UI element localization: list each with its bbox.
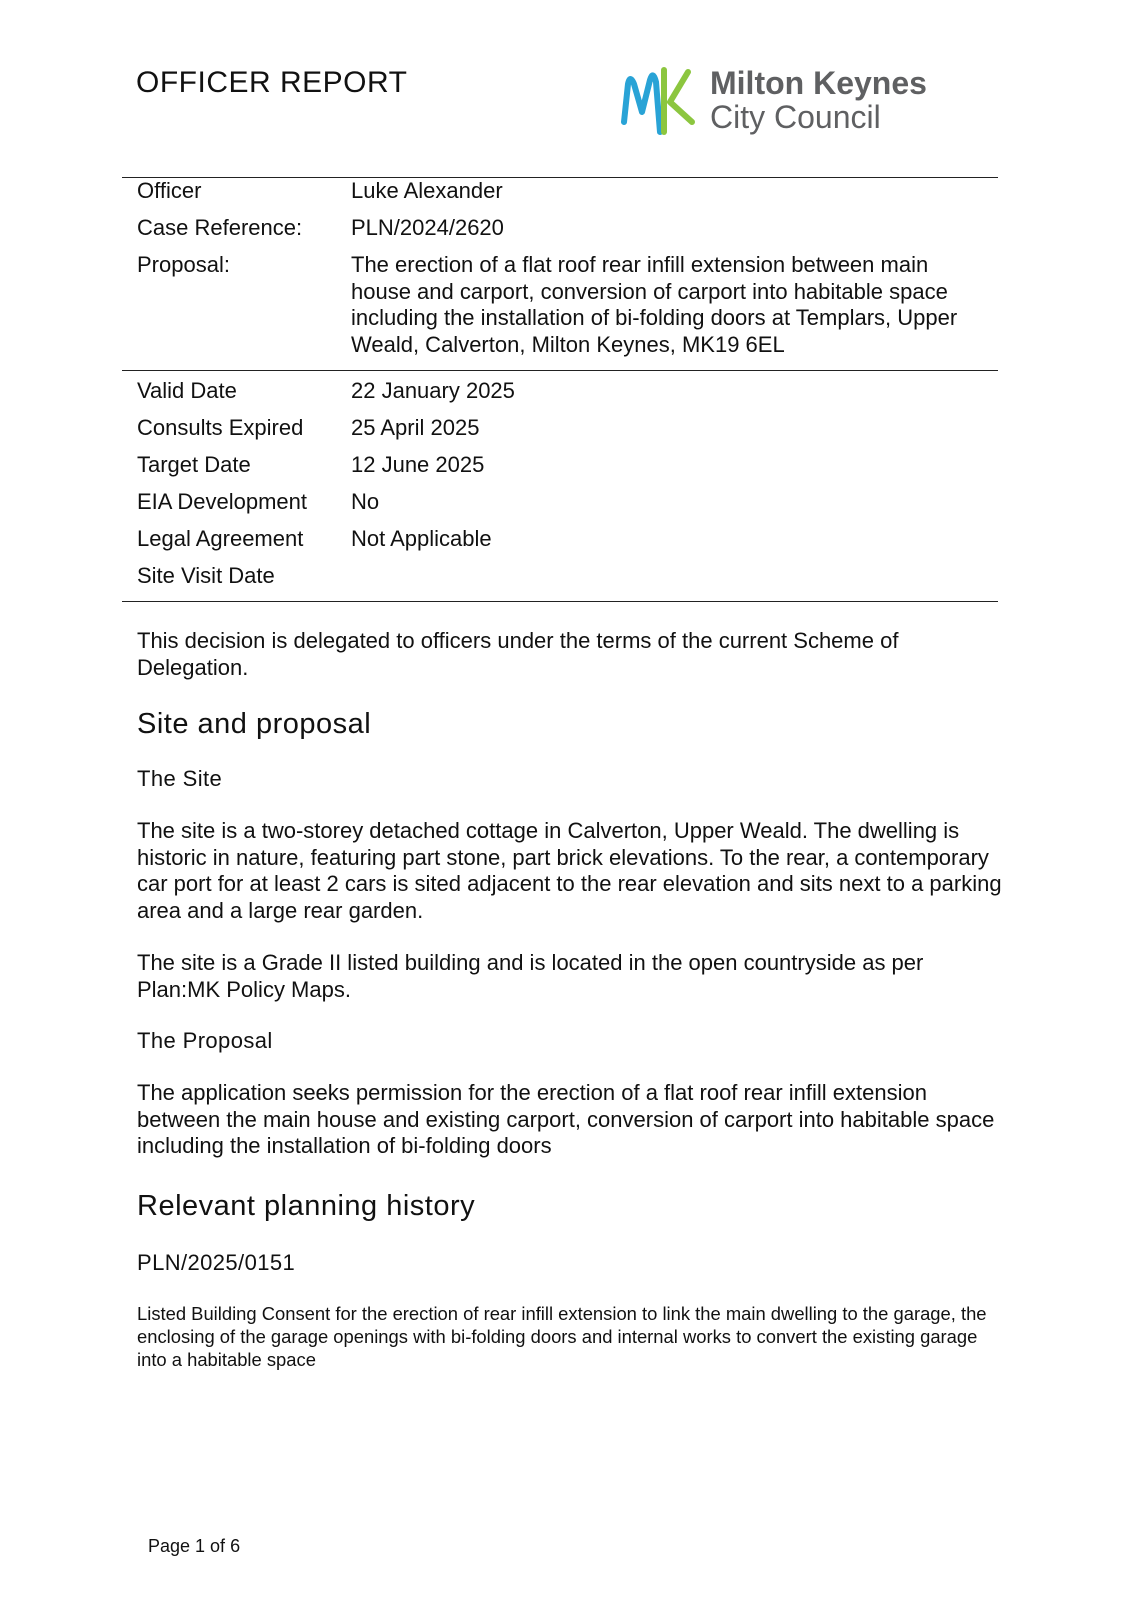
site-and-proposal-heading: Site and proposal	[137, 708, 372, 740]
consults-expired-label: Consults Expired	[137, 415, 304, 440]
target-date-label: Target Date	[137, 452, 251, 477]
target-date-value: 12 June 2025	[351, 452, 485, 477]
page-number: Page 1 of 6	[148, 1536, 241, 1556]
planning-history-description: Listed Building Consent for the erection of rear infill extension to link the main dwelling to the garage, the enclosing of the garage openings with bi-folding doors and internal works to convert the existing garage into a habitable space	[137, 1303, 987, 1370]
officer-value: Luke Alexander	[351, 178, 503, 203]
divider-bottom	[122, 601, 998, 602]
report-title: OFFICER REPORT	[136, 66, 408, 99]
valid-date-label: Valid Date	[137, 378, 237, 403]
consults-expired-value: 25 April 2025	[351, 415, 480, 440]
proposal-label: Proposal:	[137, 252, 230, 277]
delegation-text: This decision is delegated to officers under the terms of the current Scheme of Delegation.	[137, 628, 899, 680]
planning-history-ref: PLN/2025/0151	[137, 1250, 296, 1275]
logo-line2: City Council	[710, 99, 881, 135]
eia-development-label: EIA Development	[137, 489, 307, 514]
case-ref-value: PLN/2024/2620	[351, 215, 504, 240]
case-ref-label: Case Reference:	[137, 215, 303, 240]
mk-logo-graphic	[620, 62, 1000, 144]
planning-history-heading: Relevant planning history	[137, 1190, 476, 1222]
site-visit-date-label: Site Visit Date	[137, 563, 275, 588]
legal-agreement-label: Legal Agreement	[137, 526, 304, 551]
the-proposal-subheading: The Proposal	[137, 1028, 273, 1053]
mk-monogram-icon	[624, 70, 692, 132]
divider-top	[122, 177, 998, 178]
proposal-paragraph: The application seeks permission for the erection of a flat roof rear infill extension between the main house and existing carport, conversion of carport into habitable space including the installation of bi-folding doors	[137, 1080, 995, 1158]
council-logo	[620, 62, 1000, 144]
the-site-subheading: The Site	[137, 766, 223, 791]
site-paragraph-1: The site is a two-storey detached cottage in Calverton, Upper Weald. The dwelling is historic in nature, featuring part stone, part brick elevations. To the rear, a contemporary car port for at least 2 cars is sited adjacent to the rear elevation and sits next to a parking area and a large rear garden.	[137, 818, 1002, 923]
eia-development-value: No	[351, 489, 380, 514]
site-paragraph-2: The site is a Grade II listed building and is located in the open countryside as per Plan:MK Policy Maps.	[137, 950, 924, 1002]
officer-label: Officer	[137, 178, 202, 203]
proposal-value: The erection of a flat roof rear infill extension between main house and carport, conversion of carport into habitable space including the installation of bi-folding doors at Templars, Upper Weald, Calverton, Milton Keynes, MK19 6EL	[351, 252, 958, 357]
legal-agreement-value: Not Applicable	[351, 526, 492, 551]
logo-line1: Milton Keynes	[710, 65, 927, 101]
divider-middle	[122, 370, 998, 371]
valid-date-value: 22 January 2025	[351, 378, 515, 403]
